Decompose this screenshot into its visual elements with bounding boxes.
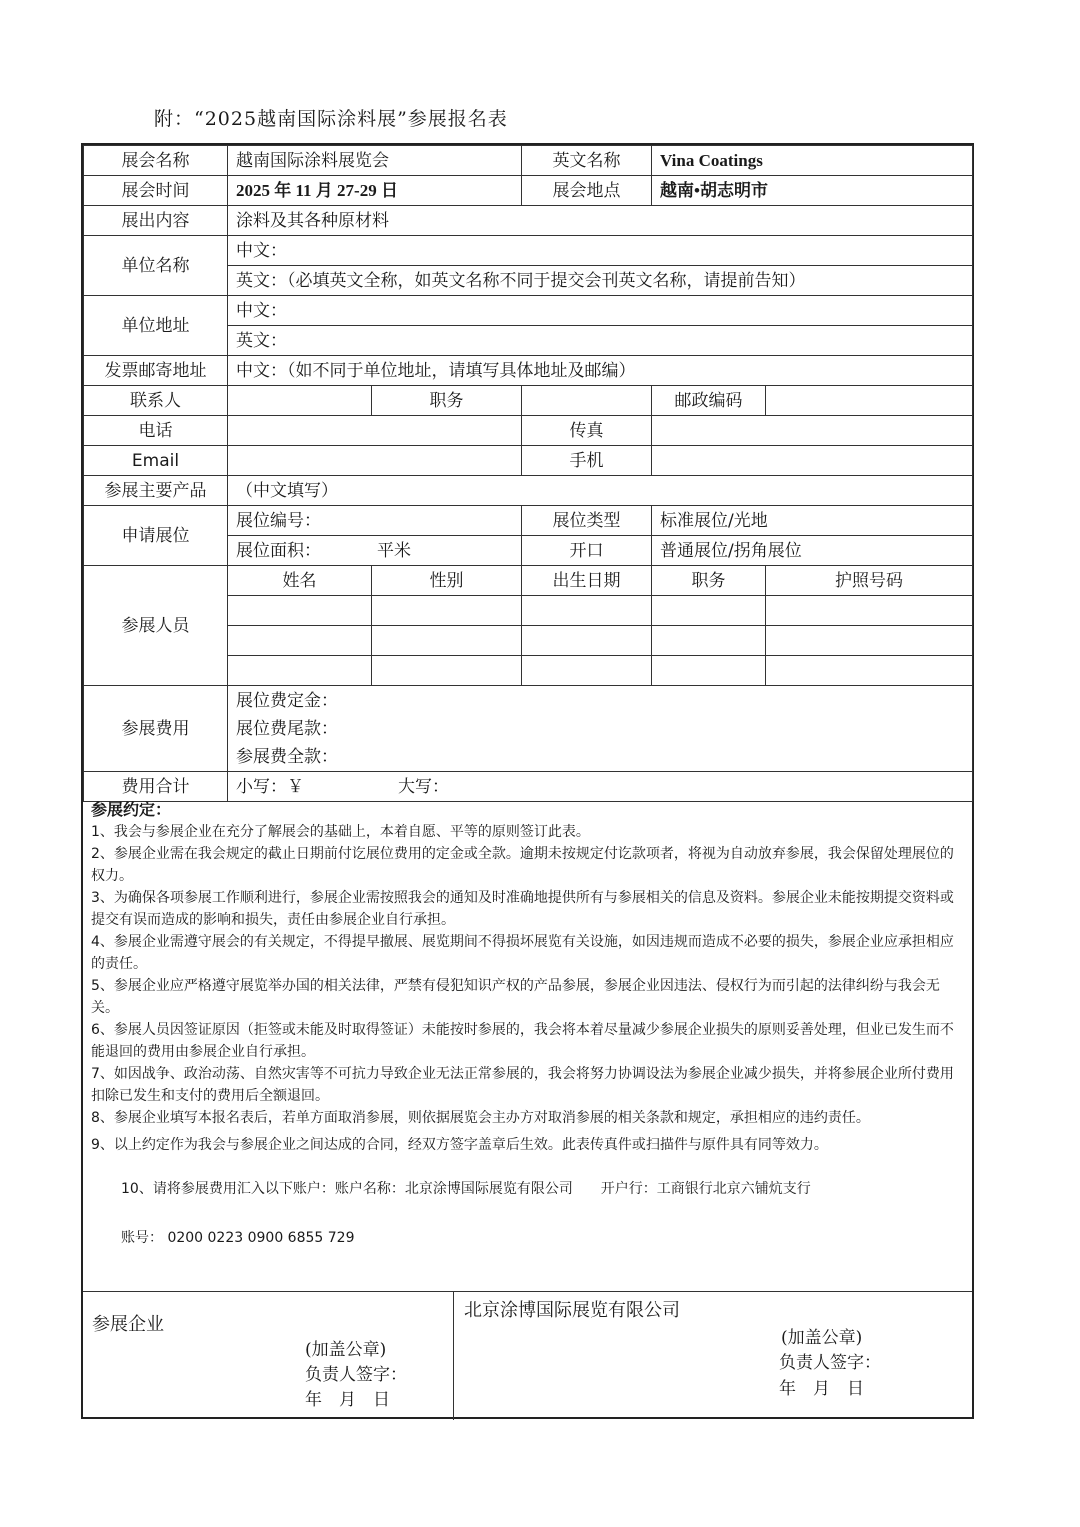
email-label: Email bbox=[84, 446, 228, 476]
agreement-section bbox=[91, 799, 967, 1249]
form-grid bbox=[83, 145, 972, 802]
staff-cell[interactable] bbox=[766, 626, 973, 656]
fax-field[interactable] bbox=[652, 416, 973, 446]
exhibition-time-label: 展会时间 bbox=[84, 176, 228, 206]
organizer-signer-text: 负责人签字： bbox=[779, 1353, 881, 1373]
total-small: 小写：￥ bbox=[236, 776, 304, 797]
booth-type-label: 展位类型 bbox=[522, 506, 652, 536]
agreement-item: 8、参展企业填写本报名表后，若单方面取消参展，则依据展览会主办方对取消参展的相关条款和规定，承担相应的违约责任。 bbox=[91, 1110, 870, 1126]
exhibitor-title: 参展企业 bbox=[92, 1314, 164, 1335]
products-field[interactable]: （中文填写） bbox=[228, 476, 973, 506]
booth-number-field[interactable]: 展位编号： bbox=[228, 506, 522, 536]
exhibition-venue-label: 展会地点 bbox=[522, 176, 652, 206]
phone-label: 电话 bbox=[84, 416, 228, 446]
company-name-cn-field[interactable]: 中文： bbox=[228, 236, 973, 266]
total-big: 大写： bbox=[398, 776, 449, 797]
booth-label: 申请展位 bbox=[84, 506, 228, 566]
opening-label: 开口 bbox=[522, 536, 652, 566]
agreement-item: 7、如因战争、政治动荡、自然灾害等不可抗力导致企业无法正常参展的，我会将努力协调设法为参展企业减少损失，并将参展企业所付费用扣除已发生和支付的费用后全额退回。 bbox=[91, 1066, 954, 1104]
staff-cell[interactable] bbox=[652, 656, 766, 686]
signature-section bbox=[83, 1291, 972, 1420]
agreement-item: 1、我会与参展企业在充分了解展会的基础上，本着自愿、平等的原则签订此表。 bbox=[91, 824, 590, 840]
staff-cell[interactable] bbox=[522, 626, 652, 656]
agreement-item: 3、为确保各项参展工作顺利进行，参展企业需按照我会的通知及时准确地提供所有与参展相关的信息及资料。参展企业未能按期提交资料或提交有误而造成的影响和损失，责任由参展企业自行承担。 bbox=[91, 890, 954, 928]
staff-cell[interactable] bbox=[766, 656, 973, 686]
form-heading: 附：“2025越南国际涂料展”参展报名表 bbox=[154, 108, 508, 130]
company-name-label: 单位名称 bbox=[84, 236, 228, 296]
staff-cell[interactable] bbox=[522, 596, 652, 626]
staff-col-passport: 护照号码 bbox=[766, 566, 973, 596]
mobile-field[interactable] bbox=[652, 446, 973, 476]
exhibitor-signer-text: 负责人签字： bbox=[305, 1365, 407, 1385]
bank-info: 10、请将参展费用汇入以下账户：账户名称：北京涂博国际展览有限公司 开户行：工商银行北京六铺炕支行 bbox=[121, 1181, 811, 1197]
invoice-address-field[interactable]: 中文：（如不同于单位地址，请填写具体地址及邮编） bbox=[228, 356, 973, 386]
staff-cell[interactable] bbox=[228, 596, 372, 626]
staff-col-birthdate: 出生日期 bbox=[522, 566, 652, 596]
staff-cell[interactable] bbox=[522, 656, 652, 686]
booth-area-label: 展位面积： bbox=[236, 540, 321, 561]
content-label: 展出内容 bbox=[84, 206, 228, 236]
booth-type-value[interactable]: 标准展位/光地 bbox=[652, 506, 973, 536]
postcode-label: 邮政编码 bbox=[652, 386, 766, 416]
staff-cell[interactable] bbox=[372, 656, 522, 686]
company-address-en-field[interactable]: 英文： bbox=[228, 326, 973, 356]
agreement-item: 4、参展企业需遵守展会的有关规定，不得提早撤展、展览期间不得损坏展览有关设施，如因违规而造成不必要的损失，参展企业应承担相应的责任。 bbox=[91, 934, 954, 972]
fees-field[interactable] bbox=[228, 686, 973, 772]
staff-cell[interactable] bbox=[652, 626, 766, 656]
exhibition-name-label: 展会名称 bbox=[84, 146, 228, 176]
organizer-title: 北京涂博国际展览有限公司 bbox=[464, 1300, 680, 1321]
organizer-seal-text: (加盖公章) bbox=[781, 1328, 863, 1348]
exhibition-name: 越南国际涂料展览会 bbox=[228, 146, 522, 176]
exhibitor-seal-text: (加盖公章) bbox=[305, 1340, 387, 1360]
exhibitor-date: 年 月 日 bbox=[305, 1390, 390, 1410]
english-name-label: 英文名称 bbox=[522, 146, 652, 176]
contact-label: 联系人 bbox=[84, 386, 228, 416]
agreement-item: 5、参展企业应严格遵守展览举办国的相关法律，严禁有侵犯知识产权的产品参展，参展企业因违法、侵权行为而引起的法律纠纷与我会无关。 bbox=[91, 978, 940, 1016]
postcode-field[interactable] bbox=[766, 386, 973, 416]
exhibition-content: 涂料及其各种原材料 bbox=[228, 206, 973, 236]
fee-full: 参展费全款： bbox=[236, 746, 338, 767]
phone-field[interactable] bbox=[228, 416, 522, 446]
staff-col-gender: 性别 bbox=[372, 566, 522, 596]
fees-label: 参展费用 bbox=[84, 686, 228, 772]
agreement-item: 9、以上约定作为我会与参展企业之间达成的合同，经双方签字盖章后生效。此表传真件或扫描件与原件具有同等效力。 bbox=[91, 1137, 828, 1153]
registration-form bbox=[81, 143, 974, 1419]
staff-cell[interactable] bbox=[766, 596, 973, 626]
staff-cell[interactable] bbox=[652, 596, 766, 626]
mobile-label: 手机 bbox=[522, 446, 652, 476]
products-label: 参展主要产品 bbox=[84, 476, 228, 506]
email-field[interactable] bbox=[228, 446, 522, 476]
staff-col-position: 职务 bbox=[652, 566, 766, 596]
contact-field[interactable] bbox=[228, 386, 372, 416]
booth-area-unit: 平米 bbox=[377, 540, 411, 561]
staff-cell[interactable] bbox=[372, 626, 522, 656]
agreement-title: 参展约定： bbox=[91, 800, 172, 819]
staff-label: 参展人员 bbox=[84, 566, 228, 686]
invoice-address-label: 发票邮寄地址 bbox=[84, 356, 228, 386]
fee-balance: 展位费尾款： bbox=[236, 718, 338, 739]
agreement-item: 2、参展企业需在我会规定的截止日期前付讫展位费用的定金或全款。逾期未按规定付讫款项者，将视为自动放弃参展，我会保留处理展位的权力。 bbox=[91, 846, 954, 884]
form-table bbox=[83, 145, 973, 802]
opening-value[interactable]: 普通展位/拐角展位 bbox=[652, 536, 973, 566]
exhibition-venue: 越南•胡志明市 bbox=[652, 176, 973, 206]
organizer-date: 年 月 日 bbox=[779, 1379, 864, 1399]
agreement-item: 6、参展人员因签证原因（拒签或未能及时取得签证）未能按时参展的，我会将本着尽量减少参展企业损失的原则妥善处理，但业已发生而不能退回的费用由参展企业自行承担。 bbox=[91, 1022, 954, 1060]
position-label: 职务 bbox=[372, 386, 522, 416]
english-name: Vina Coatings bbox=[652, 146, 973, 176]
exhibitor-signature-box[interactable] bbox=[83, 1292, 454, 1420]
staff-cell[interactable] bbox=[228, 656, 372, 686]
staff-cell[interactable] bbox=[372, 596, 522, 626]
fee-deposit: 展位费定金： bbox=[236, 690, 338, 711]
position-field[interactable] bbox=[522, 386, 652, 416]
total-label: 费用合计 bbox=[84, 772, 228, 802]
organizer-signature-box[interactable] bbox=[454, 1292, 972, 1420]
company-name-en-field[interactable]: 英文：（必填英文全称，如英文名称不同于提交会刊英文名称，请提前告知） bbox=[228, 266, 973, 296]
booth-area-field[interactable] bbox=[228, 536, 522, 566]
account-number: 账号： 0200 0223 0900 6855 729 bbox=[121, 1230, 355, 1246]
company-address-cn-field[interactable]: 中文： bbox=[228, 296, 973, 326]
company-address-label: 单位地址 bbox=[84, 296, 228, 356]
staff-cell[interactable] bbox=[228, 626, 372, 656]
exhibition-time: 2025 年 11 月 27-29 日 bbox=[228, 176, 522, 206]
staff-col-name: 姓名 bbox=[228, 566, 372, 596]
fax-label: 传真 bbox=[522, 416, 652, 446]
total-field[interactable] bbox=[228, 772, 973, 802]
